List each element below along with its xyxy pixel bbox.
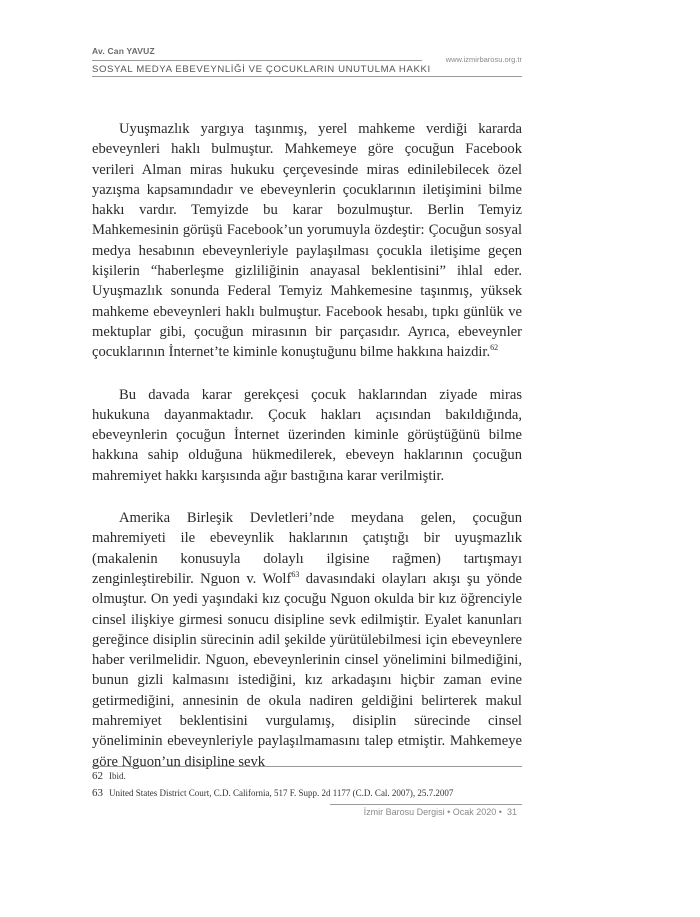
header-url: www.izmirbarosu.org.tr (445, 55, 522, 64)
paragraph-1-text: Uyuşmazlık yargıya taşınmış, yerel mahkeme verdiği kararda ebeveynleri haklı bulmuştur. Mahkemeye göre çocuğun Facebook verileri Alman miras hukuku çerçevesinde miras edinilebilecek özel yazışma kapsamındadır ve ebeveynlerin çocuklarının iletişimini bilme hakkı vardır. Temyizde bu karar bozulmuştur. Berlin Temyiz Mahkemesinin görüşü Facebook’un yorumuyla özdeştir: Çocuğun sosyal medya hesabının ebeveynleriyle paylaşılması çocukla iletişime geçen kişilerin “haberleşme gizliliğinin anayasal beklentisini” ihlal eder. Uyuşmazlık sonunda Federal Temyiz Mahkemesine taşınmış, yüksek mahkeme ebeveynleri haklı bulmuştur. Facebook hesabı, tıpkı günlük ve mektuplar gibi, çocuğun mirasının bir parçasıdır. Ayrıca, ebeveynler çocuklarının İnternet’te kiminle konuştuğunu bilme hakkına haizdir. (92, 121, 522, 361)
footer-journal: İzmir Barosu Dergisi • Ocak 2020 • (363, 807, 502, 817)
header-divider-top (92, 60, 422, 61)
header-author: Av. Can YAVUZ (92, 46, 155, 56)
header-title: SOSYAL MEDYA EBEVEYNLİĞİ VE ÇOCUKLARIN UNUTULMA HAKKI (92, 64, 431, 75)
footer-divider (330, 804, 522, 805)
paragraph-3-text-before: Amerika Birleşik Devletleri’nde meydana gelen, çocuğun mahremiyeti ile ebeveynlik haklarının çatıştığı bir uyuşmazlık (makalenin konusuyla dolaylı ilgisine rağmen) tartışmayı zenginleştirebilir. Nguon v. Wolf (92, 510, 522, 587)
page-number: 31 (506, 807, 517, 817)
footnote-divider (92, 766, 522, 767)
header-divider-bottom (92, 76, 522, 77)
paragraph-2 (92, 385, 522, 486)
footnote-text: United States District Court, C.D. California, 517 F. Supp. 2d 1177 (C.D. Cal. 2007), 25.7.2007 (109, 788, 454, 798)
footnote-63 (92, 787, 453, 799)
paragraph-3-text-after: davasındaki olayları akışı şu yönde olmuştur. On yedi yaşındaki kız çocuğu Nguon okulda bir kız öğrenciyle cinsel ilişkiye girmesi sonucu disipline sevk edilmiştir. Eyalet kanunları gereğince disiplin sürecinin adil şekilde yürütülebilmesi için ebeveynlere haber verilmelidir. Nguon, ebeveynlerinin cinsel yönelimini bilmediğini, bunun gizli kalmasını istediğini, kız arkadaşını hiçbir zaman evine getirmediğini, annesinin de okula nadiren geldiğini belirterek makul mahremiyet beklentisini vurgulamış, disiplin sürecinde cinsel yöneliminin ebeveynleriyle paylaşılmamasını talep etmiştir. Mahkemeye göre Nguon’un disipline sevk (92, 570, 522, 770)
footnote-number: 62 (92, 770, 103, 782)
paragraph-1 (92, 119, 522, 363)
footer (364, 807, 517, 817)
paragraph-2-text: Bu davada karar gerekçesi çocuk haklarından ziyade miras hukukuna dayanmaktadır. Çocuk hakları açısından bakıldığında, ebeveynlerin çocuğun İnternet üzerinden kiminle görüştüğünü bilme hakkına sahip olduğuna hükmedilerek, ebeveyn haklarının çocuğun mahremiyet hakkı karşısında ağır bastığına karar verilmiştir. (92, 386, 522, 484)
footnote-text: Ibid. (109, 771, 126, 781)
body-text (92, 119, 522, 794)
footnote-number: 63 (92, 787, 103, 799)
footnote-ref-62: 62 (490, 343, 499, 353)
footnote-62 (92, 770, 126, 782)
paragraph-3 (92, 508, 522, 772)
footnote-ref-63: 63 (291, 570, 300, 580)
